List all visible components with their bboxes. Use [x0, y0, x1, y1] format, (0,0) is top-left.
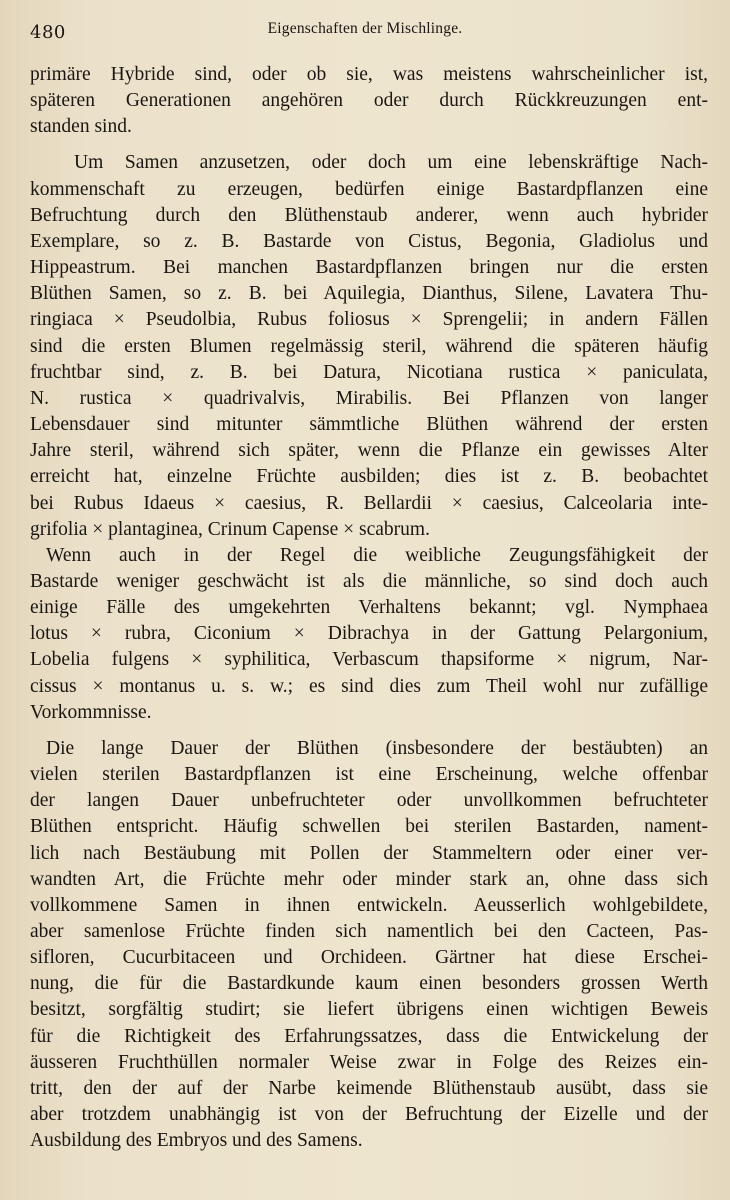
paragraph-2 [30, 150, 708, 542]
text-line: Exemplare, so z. B. Bastarde von Cistus, Begonia, Gladiolus und [30, 230, 708, 252]
text-line: Befruchtung durch den Blüthenstaub anderer, wenn auch hybrider [30, 204, 708, 226]
text-line: aber trotzdem unabhängig ist von der Befruchtung der Eizelle und der [30, 1104, 708, 1126]
text-line: erreicht hat, einzelne Früchte ausbilden; dies ist z. B. beobachtet [30, 466, 708, 488]
text-line: besitzt, sorgfältig studirt; sie liefert übrigens einen wichtigen Beweis [30, 999, 708, 1021]
text-line: lich nach Bestäubung mit Pollen der Stammeltern oder einer ver- [30, 842, 708, 864]
text-line: Bastarde weniger geschwächt ist als die männliche, so sind doch auch [30, 570, 708, 592]
text-line: äusseren Fruchthüllen normaler Weise zwar in Folge des Reizes ein- [30, 1051, 708, 1073]
text-line: Lebensdauer sind mitunter sämmtliche Blüthen während der ersten [30, 414, 708, 436]
text-line: aber samenlose Früchte finden sich namentlich bei den Cacteen, Pas- [30, 921, 708, 942]
text-line: der langen Dauer unbefruchteter oder unvollkommen befruchteter [30, 790, 708, 812]
text-line: Vorkommnisse. [30, 701, 152, 723]
text-line: Wenn auch in der Regel die weibliche Zeugungsfähigkeit der [46, 544, 708, 566]
text-line: ringiaca × Pseudolbia, Rubus foliosus × Sprengelii; in andern Fällen [30, 309, 708, 331]
text-line: kommenschaft zu erzeugen, bedürfen einige Bastardpflanzen eine [30, 178, 708, 200]
running-title: Eigenschaften der Mischlinge. [267, 20, 463, 37]
text-line: bei Rubus Idaeus × caesius, R. Bellardii × caesius, Calceolaria inte- [30, 492, 708, 514]
text-line: Jahre steril, während sich später, wenn die Pflanze ein gewisses Alter [30, 440, 708, 462]
body-text [30, 62, 708, 1154]
text-line: cissus × montanus u. s. w.; es sind dies zum Theil wohl nur zufällige [30, 675, 708, 697]
text-line: fruchtbar sind, z. B. bei Datura, Nicotiana rustica × paniculata, [30, 361, 708, 383]
text-line: Hippeastrum. Bei manchen Bastardpflanzen bringen nur die ersten [30, 257, 708, 279]
paragraph-4 [30, 736, 708, 1155]
text-line: Um Samen anzusetzen, oder doch um eine lebenskräftige Nach- [74, 152, 708, 174]
page-number: 480 [30, 22, 66, 43]
text-line: primäre Hybride sind, oder ob sie, was meistens wahrscheinlicher ist, [30, 64, 708, 85]
paragraph-3 [30, 543, 708, 726]
text-line: Blüthen entspricht. Häufig schwellen bei sterilen Bastarden, nament- [30, 816, 708, 838]
text-line: tritt, den der auf der Narbe keimende Blüthenstaub ausübt, dass sie [30, 1077, 708, 1099]
text-line: einige Fälle des umgekehrten Verhaltens bekannt; vgl. Nymphaea [30, 597, 708, 619]
text-line: vollkommene Samen in ihnen entwickeln. Aeusserlich wohlgebildete, [30, 894, 708, 916]
text-line: für die Richtigkeit des Erfahrungssatzes, dass die Entwickelung der [30, 1025, 708, 1047]
text-line: grifolia × plantaginea, Crinum Capense × scabrum. [30, 518, 430, 540]
text-line: nung, die für die Bastardkunde kaum einen besonders grossen Werth [30, 973, 708, 995]
text-line: wandten Art, die Früchte mehr oder minder stark an, ohne dass sich [30, 868, 708, 890]
text-line: späteren Generationen angehören oder durch Rückkreuzungen ent- [30, 90, 708, 112]
text-line: vielen sterilen Bastardpflanzen ist eine Erscheinung, welche offenbar [30, 764, 708, 786]
text-line: Blüthen Samen, so z. B. bei Aquilegia, Dianthus, Silene, Lavatera Thu- [30, 283, 708, 305]
text-line: Ausbildung des Embryos und des Samens. [30, 1130, 363, 1152]
text-line: standen sind. [30, 116, 132, 138]
text-line: Lobelia fulgens × syphilitica, Verbascum thapsiforme × nigrum, Nar- [30, 649, 708, 671]
text-line: lotus × rubra, Ciconium × Dibrachya in der Gattung Pelargonium, [30, 623, 708, 645]
paragraph-1 [30, 62, 708, 140]
text-line: N. rustica × quadrivalvis, Mirabilis. Bei Pflanzen von langer [30, 387, 708, 409]
text-line: sifloren, Cucurbitaceen und Orchideen. Gärtner hat diese Erschei- [30, 947, 708, 969]
text-line: Die lange Dauer der Blüthen (insbesondere der bestäubten) an [46, 737, 708, 759]
text-line: sind die ersten Blumen regelmässig steril, während die späteren häufig [30, 335, 708, 357]
